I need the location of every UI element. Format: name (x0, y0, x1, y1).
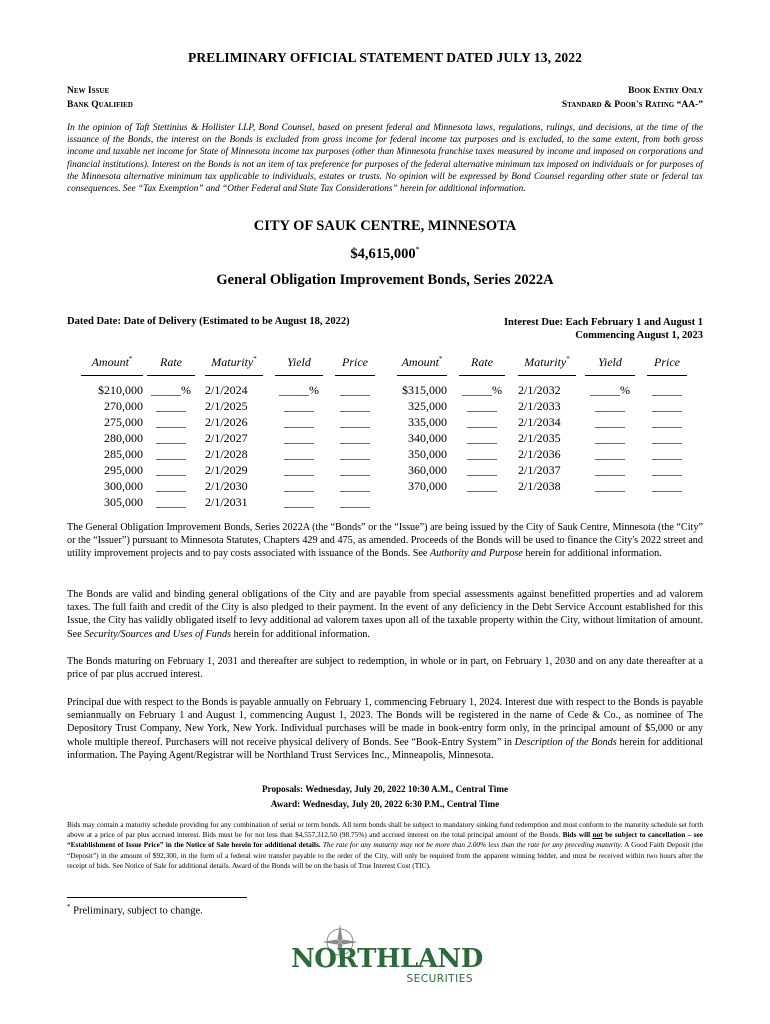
logo-sub: SECURITIES (406, 973, 473, 985)
maturity-cell-yield: _____ (284, 415, 314, 429)
footnote (67, 903, 203, 917)
footnote-rule (67, 897, 247, 898)
award-line: Award: Wednesday, July 20, 2022 6:30 P.M., Central Time (270, 799, 500, 809)
maturity-cell-price: _____ (652, 383, 682, 397)
series-title: General Obligation Improvement Bonds, Series 2022A (216, 272, 554, 288)
description-bonds-ref: Description of the Bonds (514, 736, 617, 748)
column-header-rate: Rate (459, 355, 505, 376)
maturity-cell-rate: _____ (467, 447, 497, 461)
maturity-cell-rate: _____ (156, 495, 186, 509)
authority-purpose-ref: Authority and Purpose (430, 548, 523, 560)
maturity-cell-rate: _____% (151, 383, 191, 397)
proposals-award (67, 782, 703, 812)
maturity-cell-price: _____ (340, 383, 370, 397)
paragraph-redemption: The Bonds maturing on February 1, 2031 and thereafter are subject to redemption, in whole or in part, on February 1, 2030 and on any date thereafter at a price of par plus accrued interest. (67, 656, 703, 681)
maturity-cell-rate: _____ (156, 447, 186, 461)
maturity-cell-amount: 335,000 (408, 415, 447, 429)
maturity-cell-yield: _____ (595, 463, 625, 477)
bank-qualified-label: Bank Qualified (67, 100, 133, 110)
maturity-cell-yield: _____ (595, 415, 625, 429)
security-sources-ref: Security/Sources and Uses of Funds (84, 628, 232, 640)
maturity-cell-amount: 285,000 (104, 447, 143, 461)
maturity-cell-amount: 350,000 (408, 447, 447, 461)
maturity-cell-price: _____ (652, 399, 682, 413)
maturity-cell-price: _____ (340, 431, 370, 445)
maturity-cell-yield: _____ (284, 495, 314, 509)
maturity-col-left-rate (147, 355, 195, 510)
dated-date: Dated Date: Date of Delivery (Estimated to be August 18, 2022) (67, 316, 350, 327)
maturity-cell-yield: _____ (284, 479, 314, 493)
maturity-cell-price: _____ (340, 447, 370, 461)
column-header-price: Price (647, 355, 687, 376)
column-header-yield: Yield (585, 355, 635, 376)
maturity-cell-maturity: 2/1/2031 (205, 495, 248, 509)
maturity-cell-rate: _____ (156, 431, 186, 445)
maturity-cell-maturity: 2/1/2030 (205, 479, 248, 493)
paragraph-purpose: The General Obligation Improvement Bonds, Series 2022A (the “Bonds” or the “Issue”) are being issued by the City of Sauk Centre, Minnesota (the “City” or the “Issuer”) pursuant to Minnesota Statutes, Chapters 429 and 475, as amended. Proceeds of the Bonds will be used to finance the City's 2022 street and utility improvement projects and to pay costs associated with issuance of the Bonds. See Authority and Purpose herein for additional information. (67, 522, 703, 560)
maturity-cell-yield: _____ (595, 399, 625, 413)
interest-due (504, 316, 703, 342)
maturity-cell-maturity: 2/1/2026 (205, 415, 248, 429)
paragraph-security: The Bonds are valid and binding general obligations of the City and are payable from special assessments against benefitted properties and ad valorem taxes. The full faith and credit of the City is also pledged to their payment. In the event of any deficiency in the Debt Service Account established for this Issue, the City has validly obligated itself to levy additional ad valorem taxes upon all of the taxable property within the City, without limitation of amount. See Security/Sources and Uses of Funds herein for additional information. (67, 589, 703, 640)
document-title: PRELIMINARY OFFICIAL STATEMENT DATED JULY 13, 2022 (188, 50, 582, 65)
maturity-cell-maturity: 2/1/2025 (205, 399, 248, 413)
column-header-rate: Rate (147, 355, 195, 376)
maturity-cell-price: _____ (340, 399, 370, 413)
bond-counsel-opinion: In the opinion of Taft Stettinius & Hollister LLP, Bond Counsel, based on present federal and Minnesota laws, regulations, rulings, and decisions, at the time of the issuance of the Bonds, the interest on the Bonds is excluded from gross income for federal income tax purposes and is excluded, to the same extent, from both gross income and taxable net income for State of Minnesota income tax purposes (other than Minnesota franchise taxes measured by income and imposed on corporations and financial institutions). Interest on the Bonds is not an item of tax preference for purposes of the federal alternative minimum tax imposed on individuals or for purposes of the Minnesota alternative minimum tax applicable to individuals, estates or trusts. No opinion will be expressed by Bond Counsel regarding other state or federal tax consequences. See “Tax Exemption” and “Other Federal and State Tax Considerations” herein for additional information. (67, 123, 703, 195)
column-header-maturity: Maturity* (205, 355, 263, 376)
maturity-cell-amount: 325,000 (408, 399, 447, 413)
logo-name: NORTHLAND (291, 944, 483, 974)
maturity-cell-price: _____ (652, 415, 682, 429)
bid-terms: Bids may contain a maturity schedule providing for any combination of serial or term bonds. All term bonds shall be subject to mandatory sinking fund redemption and must conform to the maturity schedule set forth above at a price of par plus accrued interest. Bids must be for not less than $4,557,312.50 (98.75%) and accrued interest on the total principal amount of the Bonds. Bids will not be subject to cancellation – see “Establishment of Issue Price” in the Notice of Sale herein for additional details. The rate for any maturity may not be more than 2.00% less than the rate for any preceding maturity. A Good Faith Deposit (the “Deposit”) in the amount of $92,300, in the form of a federal wire transfer payable to the order of the City, will only be required from the apparent winning bidder, and must be received within two hours after the receipt of bids. See Notice of Sale for additional details. Award of the Bonds will be on the basis of True Interest Cost (TIC). (67, 820, 703, 870)
maturity-cell-amount: 280,000 (104, 431, 143, 445)
maturity-col-left-price (335, 355, 375, 510)
maturity-cell-amount: 305,000 (104, 495, 143, 509)
maturity-cell-yield: _____ (284, 399, 314, 413)
issuer-name: CITY OF SAUK CENTRE, MINNESOTA (253, 218, 517, 234)
rating-labels (562, 84, 703, 112)
maturity-col-left-amount (81, 355, 143, 510)
maturity-col-right-maturity (518, 355, 576, 494)
paragraph-payment: Principal due with respect to the Bonds is payable annually on February 1, commencing February 1, 2024. Interest due with respect to the Bonds is payable semiannually on February 1 and August 1, commencing August 1, 2023. The Bonds will be registered in the name of Cede & Co., as nominee of The Depository Trust Company, New York, New York. Individual purchases will be made in book-entry form only, in the principal amount of $5,000 or any whole multiple thereof. Purchasers will not receive physical delivery of Bonds. See “Book-Entry System” in Description of the Bonds herein for additional information. The Paying Agent/Registrar will be Northland Trust Services Inc., Minneapolis, Minnesota. (67, 697, 703, 761)
issue-amount-value: $4,615,000 (350, 245, 416, 262)
maturity-cell-yield: _____ (595, 447, 625, 461)
maturity-cell-amount: 300,000 (104, 479, 143, 493)
maturity-cell-maturity: 2/1/2036 (518, 447, 561, 461)
column-header-amount: Amount* (81, 355, 143, 376)
maturity-cell-yield: _____ (284, 447, 314, 461)
maturity-cell-price: _____ (340, 463, 370, 477)
rate-restriction: The rate for any maturity may not be more than 2.00% less than the rate for any preceding maturity. (320, 840, 623, 850)
maturity-cell-rate: _____ (467, 415, 497, 429)
maturity-cell-amount: $210,000 (98, 383, 143, 397)
maturity-cell-price: _____ (652, 447, 682, 461)
maturity-cell-yield: _____ (284, 463, 314, 477)
maturity-cell-price: _____ (652, 479, 682, 493)
maturity-cell-maturity: 2/1/2038 (518, 479, 561, 493)
maturity-cell-rate: _____ (467, 399, 497, 413)
maturity-cell-yield: _____% (590, 383, 630, 397)
maturity-cell-price: _____ (652, 431, 682, 445)
maturity-cell-maturity: 2/1/2035 (518, 431, 561, 445)
maturity-cell-price: _____ (340, 479, 370, 493)
maturity-cell-amount: 275,000 (104, 415, 143, 429)
maturity-cell-rate: _____% (462, 383, 502, 397)
maturity-cell-maturity: 2/1/2027 (205, 431, 248, 445)
maturity-cell-amount: $315,000 (402, 383, 447, 397)
maturity-cell-maturity: 2/1/2028 (205, 447, 248, 461)
maturity-cell-rate: _____ (156, 479, 186, 493)
maturity-cell-maturity: 2/1/2032 (518, 383, 561, 397)
maturity-cell-maturity: 2/1/2037 (518, 463, 561, 477)
maturity-cell-maturity: 2/1/2033 (518, 399, 561, 413)
preliminary-mark: * (415, 245, 420, 254)
maturity-cell-yield: _____ (595, 431, 625, 445)
maturity-col-right-rate (459, 355, 505, 494)
northland-securities-logo (291, 922, 481, 994)
maturity-cell-maturity: 2/1/2024 (205, 383, 248, 397)
column-header-amount: Amount* (397, 355, 447, 376)
maturity-col-left-yield (275, 355, 323, 510)
column-header-yield: Yield (275, 355, 323, 376)
maturity-cell-rate: _____ (467, 479, 497, 493)
maturity-cell-rate: _____ (467, 431, 497, 445)
book-entry-label: Book Entry Only (628, 86, 703, 96)
maturity-cell-price: _____ (340, 415, 370, 429)
maturity-cell-amount: 295,000 (104, 463, 143, 477)
maturity-cell-rate: _____ (156, 399, 186, 413)
maturity-col-left-maturity (205, 355, 263, 510)
maturity-cell-rate: _____ (156, 415, 186, 429)
maturity-col-right-price (647, 355, 687, 494)
maturity-col-right-amount (397, 355, 447, 494)
maturity-cell-amount: 360,000 (408, 463, 447, 477)
interest-due-line-1: Interest Due: Each February 1 and August 1 (503, 317, 703, 328)
maturity-cell-rate: _____ (467, 463, 497, 477)
maturity-cell-yield: _____% (279, 383, 319, 397)
maturity-cell-maturity: 2/1/2029 (205, 463, 248, 477)
issue-amount (67, 245, 703, 263)
cancellation-notice: Bids will not be subject to cancellation – see “Establishment of Issue Price” in the Notice of Sale herein for additional details. (67, 830, 703, 850)
footnote-mark: * (67, 903, 71, 911)
maturity-cell-rate: _____ (156, 463, 186, 477)
maturity-cell-yield: _____ (595, 479, 625, 493)
maturity-col-right-yield (585, 355, 635, 494)
rating-label: Standard & Poor's Rating “AA-” (561, 100, 703, 110)
maturity-cell-amount: 370,000 (408, 479, 447, 493)
maturity-cell-amount: 270,000 (104, 399, 143, 413)
issue-type-labels (67, 84, 133, 112)
column-header-price: Price (335, 355, 375, 376)
footnote-text: Preliminary, subject to change. (70, 905, 203, 917)
interest-due-line-2: Commencing August 1, 2023 (575, 330, 703, 341)
column-header-maturity: Maturity* (518, 355, 576, 376)
maturity-cell-price: _____ (340, 495, 370, 509)
maturity-cell-maturity: 2/1/2034 (518, 415, 561, 429)
maturity-cell-amount: 340,000 (408, 431, 447, 445)
new-issue-label: New Issue (67, 86, 110, 96)
proposals-line: Proposals: Wednesday, July 20, 2022 10:30 A.M., Central Time (261, 784, 509, 794)
maturity-cell-price: _____ (652, 463, 682, 477)
maturity-cell-yield: _____ (284, 431, 314, 445)
